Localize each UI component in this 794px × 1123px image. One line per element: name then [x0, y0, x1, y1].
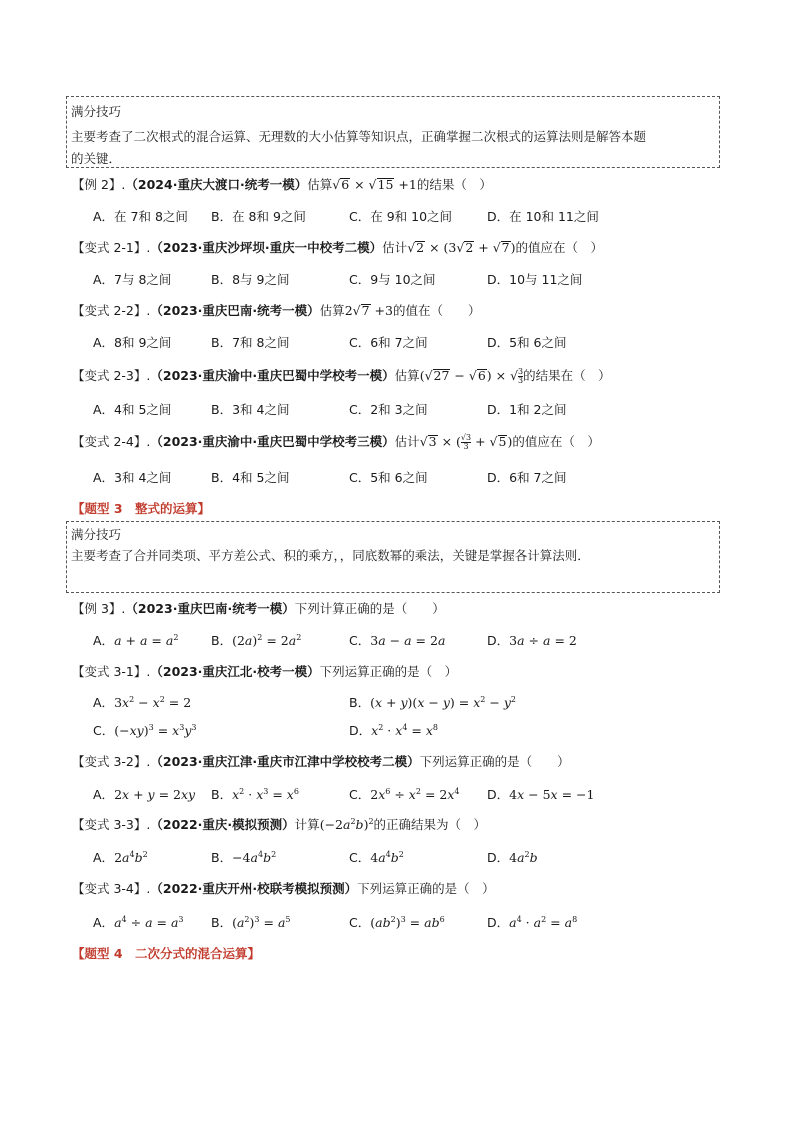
variant-2-1-stem: [72, 238, 603, 256]
section-3-heading: 【题型 3 整式的运算】: [72, 501, 211, 516]
variant-2-1-expression: √2 × (3√2 + √7): [407, 240, 516, 255]
example-2-stem-pre: 估算: [307, 177, 333, 192]
variant-2-3-stem: [72, 366, 611, 385]
variant-2-1-option-c[interactable]: C．9与 10之间: [349, 272, 436, 287]
variant-3-2-label: 【变式 3-2】.: [72, 754, 151, 769]
variant-2-4-option-d[interactable]: D．6和 7之间: [487, 470, 567, 485]
variant-3-2-option-a-letter: A．: [93, 787, 115, 802]
example-2-source: （2024·重庆大渡口·统考一模）: [125, 177, 308, 192]
variant-2-4-label: 【变式 2-4】.: [72, 434, 151, 449]
variant-3-1-stem-text: 下列运算正确的是（ ）: [319, 664, 458, 679]
variant-2-1-stem-pre: 估计: [382, 240, 408, 255]
variant-2-2-stem-post: 的值在（ ）: [392, 303, 481, 318]
variant-3-1-option-b[interactable]: B．$(x + y)(x - y) = x^2 - y^2$: [349, 694, 516, 710]
variant-2-4-stem-pre: 估计: [394, 434, 420, 449]
variant-3-4-option-c[interactable]: C．$(ab^2)^3 = ab^6$: [349, 914, 445, 930]
tip-box-1-line-2: 的关键．: [71, 151, 122, 166]
variant-3-3-option-a[interactable]: A．$2a^4b^2$: [93, 849, 148, 865]
variant-2-4-option-c[interactable]: C．5和 6之间: [349, 470, 428, 485]
example-2-stem: [72, 175, 492, 193]
variant-2-4-stem: [72, 432, 600, 451]
variant-3-1-option-c-letter: C．: [93, 723, 115, 738]
variant-2-4-source: （2023·重庆渝中·重庆巴蜀中学校考三模）: [150, 434, 395, 449]
variant-3-3-stem-pre: 计算: [294, 817, 320, 832]
example-2-option-b[interactable]: B．在 8和 9之间: [211, 209, 306, 224]
variant-2-4-option-a[interactable]: A．3和 4之间: [93, 470, 172, 485]
variant-2-3-option-a[interactable]: A．4和 5之间: [93, 402, 172, 417]
variant-3-1-label: 【变式 3-1】.: [72, 664, 151, 679]
variant-3-1-option-c[interactable]: C．$(-xy)^3 = x^3y^3$: [93, 722, 197, 738]
example-2-option-c[interactable]: C．在 9和 10之间: [349, 209, 453, 224]
variant-3-3-source: （2022·重庆·模拟预测）: [150, 817, 295, 832]
variant-3-2-option-c[interactable]: C．$2x^6 \div x^2 = 2x^4$: [349, 786, 460, 802]
variant-3-1-stem: [72, 662, 457, 680]
variant-3-1-source: （2023·重庆江北·校考一模）: [150, 664, 320, 679]
example-2-option-d[interactable]: D．在 10和 11之间: [487, 209, 599, 224]
variant-3-2-stem: [72, 752, 570, 770]
variant-2-3-source: （2023·重庆渝中·重庆巴蜀中学校考一模）: [150, 368, 395, 383]
variant-3-3-option-d[interactable]: D．$4a^2b$: [487, 849, 538, 865]
variant-2-2-option-a[interactable]: A．8和 9之间: [93, 335, 172, 350]
variant-3-1-option-d-letter: D．: [349, 723, 372, 738]
variant-2-2-expression: 2√7 +3: [344, 303, 393, 318]
example-3-stem: [72, 599, 445, 617]
variant-3-4-stem-text: 下列运算正确的是（ ）: [357, 881, 495, 896]
variant-2-3-option-d[interactable]: D．1和 2之间: [487, 402, 567, 417]
variant-3-3-option-c[interactable]: C．$4a^4b^2$: [349, 849, 404, 865]
variant-3-4-option-d[interactable]: D．$a^4 \cdot a^2 = a^8$: [487, 914, 578, 930]
variant-2-1-stem-post: 的值应在（ ）: [515, 240, 604, 255]
example-3-option-a-letter: A．: [93, 633, 115, 648]
variant-2-1-option-b[interactable]: B．8与 9之间: [211, 272, 290, 287]
variant-3-4-option-a[interactable]: A．$a^4 \div a = a^3$: [93, 914, 184, 930]
example-2-expression: √6 × √15 +1: [332, 177, 417, 192]
example-3-label: 【例 3】.: [72, 601, 126, 616]
variant-2-3-option-b[interactable]: B．3和 4之间: [211, 402, 290, 417]
variant-2-3-stem-post: 的结果在（ ）: [523, 368, 611, 383]
tip-box-2-line-1: 主要考查了合并同类项、平方差公式、积的乘方，，同底数幂的乘法，关键是掌握各计算法则．: [71, 548, 590, 563]
example-3-option-c[interactable]: C．3a − a = 2a: [349, 633, 446, 648]
variant-3-2-option-c-letter: C．: [349, 787, 371, 802]
variant-2-3-stem-pre: 估算: [394, 368, 420, 383]
section-4-heading: 【题型 4 二次分式的混合运算】: [72, 946, 261, 961]
variant-2-2-option-d[interactable]: D．5和 6之间: [487, 335, 567, 350]
variant-3-3-label: 【变式 3-3】.: [72, 817, 151, 832]
variant-2-1-option-a[interactable]: A．7与 8之间: [93, 272, 172, 287]
variant-3-2-option-d[interactable]: D．4x − 5x = −1: [487, 787, 595, 802]
variant-3-4-option-b-letter: B．: [211, 915, 233, 930]
variant-3-4-stem: [72, 879, 495, 897]
variant-3-2-source: （2023·重庆江津·重庆市江津中学校校考二模）: [150, 754, 420, 769]
example-3-option-d-letter: D．: [487, 633, 510, 648]
tip-box-1-title: 满分技巧: [71, 104, 122, 119]
variant-2-2-option-c[interactable]: C．6和 7之间: [349, 335, 428, 350]
variant-3-1-option-d[interactable]: D．$x^2 \cdot x^4 = x^8$: [349, 722, 439, 738]
variant-3-3-stem-post: 的正确结果为（ ）: [373, 817, 487, 832]
variant-2-2-option-b[interactable]: B．7和 8之间: [211, 335, 290, 350]
variant-2-2-source: （2023·重庆巴南·统考一模）: [150, 303, 320, 318]
variant-3-3-expression: $(-2a^2b)^2$: [319, 816, 374, 832]
example-3-option-b[interactable]: B．$(2a)^2 = 2a^2$: [211, 632, 302, 648]
variant-3-2-option-d-letter: D．: [487, 787, 510, 802]
variant-3-1-option-a[interactable]: A．$3x^2 - x^2 = 2$: [93, 694, 192, 710]
variant-3-3-option-d-letter: D．: [487, 850, 510, 865]
variant-3-3-option-a-letter: A．: [93, 850, 115, 865]
variant-2-1-source: （2023·重庆沙坪坝·重庆一中校考二模）: [150, 240, 383, 255]
variant-3-1-option-a-letter: A．: [93, 695, 115, 710]
variant-2-4-stem-post: 的值应在（ ）: [512, 434, 600, 449]
example-2-label: 【例 2】.: [72, 177, 126, 192]
variant-2-2-stem: [72, 301, 480, 319]
variant-3-2-option-b[interactable]: B．$x^2 \cdot x^3 = x^6$: [211, 786, 299, 802]
variant-2-4-expression: √3 × ( $\frac{√3}{3}$ + √5): [419, 433, 513, 451]
variant-2-3-label: 【变式 2-3】.: [72, 368, 151, 383]
variant-3-3-stem: [72, 815, 486, 833]
example-3-source: （2023·重庆巴南·统考一模）: [125, 601, 295, 616]
variant-2-1-option-d[interactable]: D．10与 11之间: [487, 272, 583, 287]
example-3-option-d[interactable]: D．3a ÷ a = 2: [487, 633, 577, 648]
variant-3-3-option-b-letter: B．: [211, 850, 233, 865]
variant-2-3-option-c[interactable]: C．2和 3之间: [349, 402, 428, 417]
example-3-option-b-letter: B．: [211, 633, 233, 648]
variant-3-4-option-a-letter: A．: [93, 915, 115, 930]
example-2-stem-post: 的结果（ ）: [416, 177, 492, 192]
variant-2-2-label: 【变式 2-2】.: [72, 303, 151, 318]
tip-box-2-title: 满分技巧: [71, 527, 122, 542]
variant-2-4-option-b[interactable]: B．4和 5之间: [211, 470, 290, 485]
variant-3-2-stem-text: 下列运算正确的是（ ）: [419, 754, 570, 769]
variant-3-4-option-c-letter: C．: [349, 915, 371, 930]
variant-3-2-option-a[interactable]: A．2x + y = 2xy: [93, 787, 196, 802]
variant-3-4-source: （2022·重庆开州·校联考模拟预测）: [150, 881, 358, 896]
example-3-stem-text: 下列计算正确的是（ ）: [294, 601, 445, 616]
tip-box-1-line-1: 主要考查了二次根式的混合运算、无理数的大小估算等知识点，正确掌握二次根式的运算法则是解答本题: [71, 129, 647, 144]
variant-3-1-option-b-letter: B．: [349, 695, 371, 710]
example-3-option-a[interactable]: A．$a + a = a^2$: [93, 632, 179, 648]
example-2-option-a[interactable]: A．在 7和 8之间: [93, 209, 188, 224]
variant-3-4-label: 【变式 3-4】.: [72, 881, 151, 896]
variant-2-1-label: 【变式 2-1】.: [72, 240, 151, 255]
variant-3-3-option-c-letter: C．: [349, 850, 371, 865]
variant-2-3-expression: (√27 − √6) × √ $\frac{3}{3}$: [419, 367, 524, 385]
variant-3-2-option-b-letter: B．: [211, 787, 233, 802]
variant-3-4-option-b[interactable]: B．$(a^2)^3 = a^5$: [211, 914, 291, 930]
variant-2-2-stem-pre: 估算: [319, 303, 345, 318]
variant-3-4-option-d-letter: D．: [487, 915, 510, 930]
variant-3-3-option-b[interactable]: B．$-4a^4b^2$: [211, 849, 277, 865]
example-3-option-c-letter: C．: [349, 633, 371, 648]
